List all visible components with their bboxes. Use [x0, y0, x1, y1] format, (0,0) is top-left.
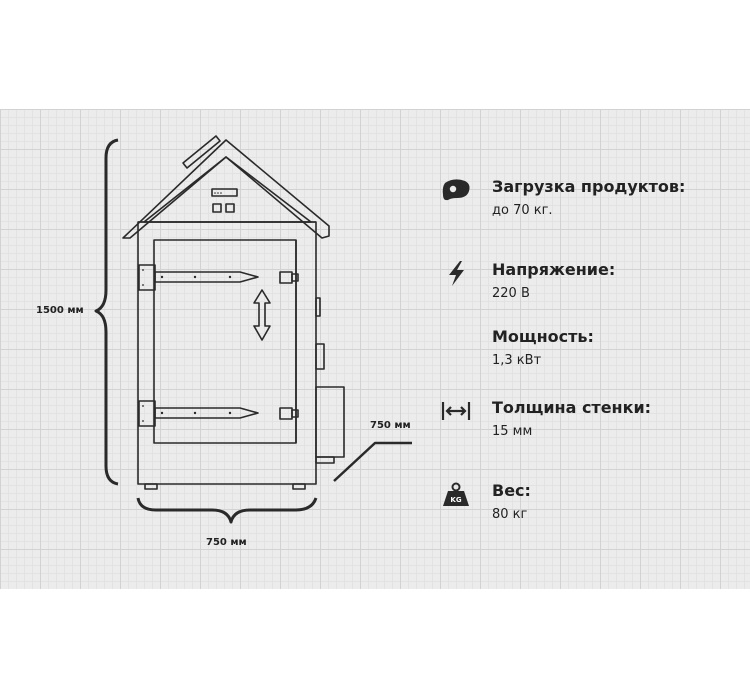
depth-label: 750 мм — [370, 420, 411, 431]
control-button — [213, 204, 221, 212]
spec-title: Напряжение: — [492, 260, 616, 279]
foot — [145, 484, 157, 489]
spec-value: 1,3 кВт — [492, 353, 542, 368]
spec-title: Мощность: — [492, 327, 594, 346]
control-button — [226, 204, 234, 212]
latch-top — [280, 272, 292, 283]
width-label: 750 мм — [206, 537, 247, 548]
kg-weight-icon — [440, 481, 472, 507]
side-knob — [316, 298, 320, 316]
meat-steak-icon — [440, 177, 472, 203]
foot — [293, 484, 305, 489]
spec-value: до 70 кг. — [492, 203, 553, 218]
latch-bottom — [280, 408, 292, 419]
depth-line — [334, 443, 412, 481]
hinge-bottom — [139, 401, 155, 426]
cabinet-body — [138, 222, 316, 484]
spec-value: 15 мм — [492, 424, 533, 439]
spec-value: 80 кг — [492, 507, 528, 522]
spec-value: 220 В — [492, 286, 530, 301]
width-arrows-icon — [440, 398, 472, 424]
height-brace — [96, 140, 118, 484]
side-box — [316, 344, 324, 369]
up-down-arrow — [254, 290, 270, 340]
control-display — [212, 189, 237, 196]
spec-title: Толщина стенки: — [492, 398, 652, 417]
hinge-top — [139, 265, 155, 290]
lightning-bolt-icon — [440, 260, 472, 286]
width-brace — [138, 498, 316, 522]
smoke-generator — [316, 387, 344, 457]
door — [154, 240, 296, 443]
height-label: 1500 мм — [36, 305, 84, 316]
kg-icon-text: KG — [450, 496, 462, 504]
spec-title: Загрузка продуктов: — [492, 177, 686, 196]
spec-title: Вес: — [492, 481, 531, 500]
